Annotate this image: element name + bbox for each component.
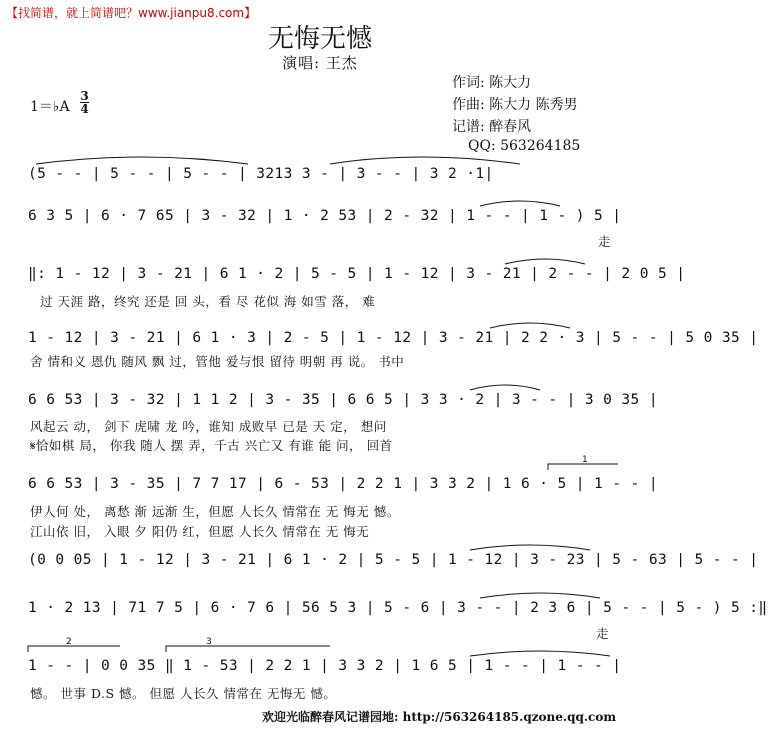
lyric-line-6b: 江山依 旧， 入眼 夕 阳仍 红，但愿 人长久 情常在 无 悔无 [30,524,370,539]
qq-credit: QQ: 563264185 [468,138,581,154]
time-signature-top: 3 [80,89,89,103]
song-title: 无悔无憾 [267,24,372,54]
slur-line-4 [490,323,570,328]
site-watermark: 【找简谱，就上简谱吧？www.jianpu8.com】 [6,6,257,20]
volta-3 [166,646,330,652]
score-line-6: 6 6 53 | 3 - 35 | 7 7 17 | 6 - 53 | 2 2 1 | 3 3 2 | 1 6 · 5 | 1 - - | [28,476,658,492]
volta-1-number: 1 [582,455,588,465]
slur-line-1b [330,157,520,164]
lyric-line-9: 憾。 世事 D.S 憾。 但愿 人长久 情常在 无悔无 憾。 [30,686,337,701]
slur-line-2 [480,201,560,206]
score-line-2: 6 3 5 | 6 · 7 65 | 3 - 32 | 1 · 2 53 | 2 - 32 | 1 - - | 1 - ) 5 | [28,208,622,224]
score-line-1: (5 - - | 5 - - | 5 - - | 3213 3 - | 3 - - | 3 2 ·1| [28,166,494,182]
slur-line-7 [470,545,590,550]
line-2-pickup-lyric: 走 [598,234,611,249]
volta-2-number: 2 [66,637,72,647]
volta-2 [28,646,120,652]
singer-credit: 演唱: 王杰 [282,54,358,72]
transcriber-credit: 记谱: 醉春风 [452,119,532,135]
lyric-line-5a: 风起云 动， 剑下 虎啸 龙 吟，谁知 成败早 已是 天 定， 想问 [30,419,387,434]
score-line-7: (0 0 05 | 1 - 12 | 3 - 21 | 6 1 · 2 | 5 - 5 | 1 - 12 | 3 - 23 | 5 - 63 | 5 - - | [28,552,759,568]
slur-line-5 [470,385,540,390]
lyric-line-3: 过 天涯 路，终究 还是 回 头，看 尽 花似 海 如雪 落， 难 [40,294,376,309]
volta-3-number: 3 [206,637,212,647]
slur-line-9 [470,651,610,656]
key-signature: 1＝♭A [30,99,70,115]
slur-line-1a [36,157,248,164]
score-line-8: 1 · 2 13 | 71 7 5 | 6 · 7 6 | 56 5 3 | 5 - 6 | 3 - - | 2 3 6 | 5 - - | 5 - ) 5 :‖ [28,600,768,616]
slur-line-8 [480,593,600,598]
score-line-4: 1 - 12 | 3 - 21 | 6 1 · 3 | 2 - 5 | 1 - 12 | 3 - 21 | 2 2 · 3 | 5 - - | 5 0 35 | [28,330,759,346]
time-signature-bottom: 4 [80,102,89,116]
lyric-line-5b: 𝄋恰如棋 局， 你我 随人 摆 弄，千古 兴亡又 有谁 能 问， 回首 [30,438,393,453]
slur-line-3 [505,259,585,264]
footer-link-text: 欢迎光临醉春风记谱园地: http://563264185.qzone.qq.com [262,710,617,724]
composer-credit: 作曲: 陈大力 陈秀男 [452,97,578,113]
lyricist-credit: 作词: 陈大力 [452,75,532,91]
score-line-3: ‖: 1 - 12 | 3 - 21 | 6 1 · 2 | 5 - 5 | 1 - 12 | 3 - 21 | 2 - - | 2 0 5 | [28,266,686,282]
line-8-pickup-lyric: 走 [596,626,609,641]
score-line-5: 6 6 53 | 3 - 32 | 1 1 2 | 3 - 35 | 6 6 5 | 3 3 · 2 | 3 - - | 3 0 35 | [28,392,658,408]
lyric-line-4: 舍 情和义 恩仇 随风 飘 过，管他 爱与恨 留待 明朝 再 说。 书中 [30,354,405,369]
lyric-line-6a: 伊人何 处， 离愁 渐 远渐 生，但愿 人长久 情常在 无 悔无 憾。 [30,504,400,519]
score-line-9: 1 - - | 0 0 35 ‖ 1 - 53 | 2 2 1 | 3 3 2 | 1 6 5 | 1 - - | 1 - - | [28,658,622,674]
